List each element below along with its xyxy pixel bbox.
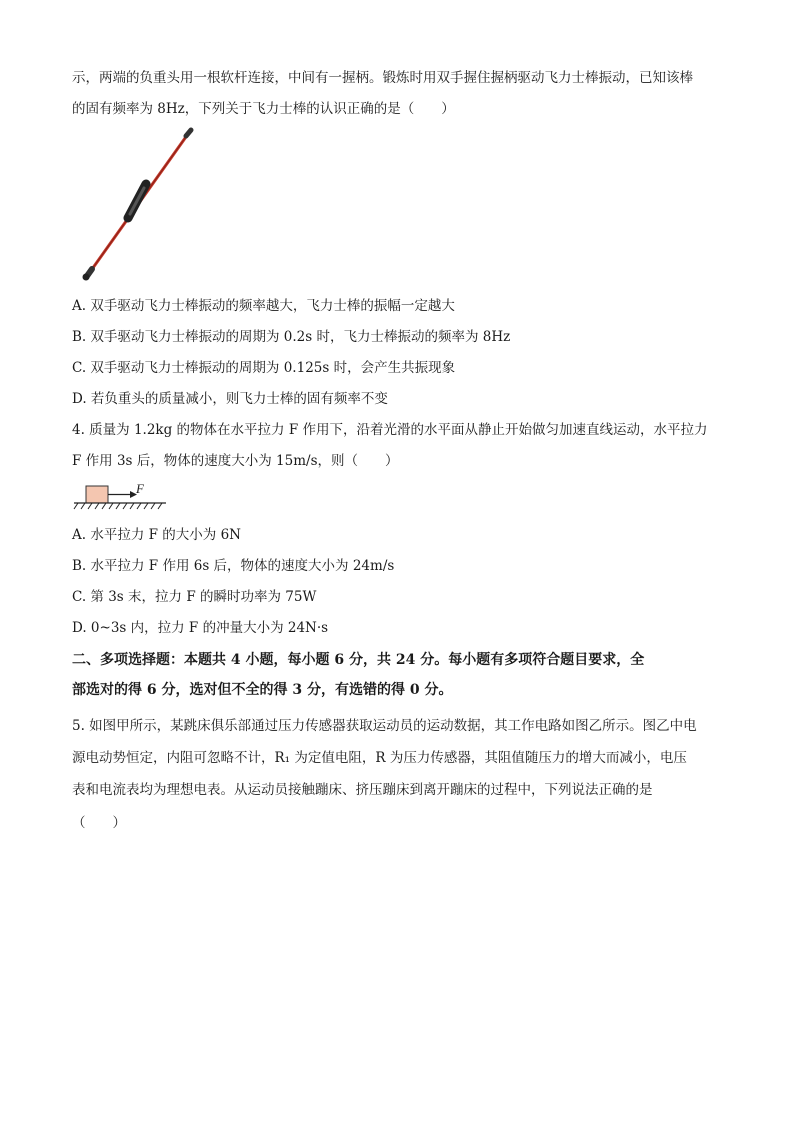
q4-text-line-2: F 作用 3s 后，物体的速度大小为 15m/s，则（ ） — [72, 453, 399, 469]
q3-text-line-1: 示，两端的负重头用一根软杆连接，中间有一握柄。锻炼时用双手握住握柄驱动飞力士棒振动，已知该棒 — [72, 70, 693, 86]
q4-option-c: C. 第 3s 末，拉力 F 的瞬时功率为 75W — [72, 589, 317, 605]
q3-option-a: A. 双手驱动飞力士棒振动的频率越大，飞力士棒的振幅一定越大 — [72, 298, 455, 314]
q5-text-line-3: 表和电流表均为理想电表。从运动员接触蹦床、挤压蹦床到离开蹦床的过程中，下列说法正确的是 — [72, 782, 653, 798]
flybar-figure — [78, 126, 198, 284]
q3-option-d: D. 若负重头的质量减小，则飞力士棒的固有频率不变 — [72, 391, 388, 407]
q3-option-c: C. 双手驱动飞力士棒振动的周期为 0.125s 时，会产生共振现象 — [72, 360, 456, 376]
section2-heading-line-1: 二、多项选择题：本题共 4 小题，每小题 6 分，共 24 分。每小题有多项符合题目要求，全 — [72, 652, 645, 668]
q5-text-line-1: 5. 如图甲所示，某跳床俱乐部通过压力传感器获取运动员的运动数据，其工作电路如图乙所示。图乙中电 — [72, 718, 697, 734]
q4-option-a: A. 水平拉力 F 的大小为 6N — [72, 527, 241, 543]
force-label: F — [136, 482, 144, 496]
q3-text-line-2: 的固有频率为 8Hz，下列关于飞力士棒的认识正确的是（ ） — [72, 101, 455, 117]
q4-option-b: B. 水平拉力 F 作用 6s 后，物体的速度大小为 24m/s — [72, 558, 395, 574]
section2-heading-line-2: 部选对的得 6 分，选对但不全的得 3 分，有选错的得 0 分。 — [72, 682, 453, 698]
block-force-figure — [72, 482, 172, 514]
q3-option-b: B. 双手驱动飞力士棒振动的周期为 0.2s 时，飞力士棒振动的频率为 8Hz — [72, 329, 511, 345]
q4-text-line-1: 4. 质量为 1.2kg 的物体在水平拉力 F 作用下，沿着光滑的水平面从静止开始做匀加速直线运动，水平拉力 — [72, 422, 708, 438]
q5-text-line-2: 源电动势恒定，内阻可忽略不计，R₁ 为定值电阻，R 为压力传感器，其阻值随压力的增大而减小，电压 — [72, 750, 687, 766]
q5-text-line-4: （ ） — [72, 815, 126, 831]
q4-option-d: D. 0~3s 内，拉力 F 的冲量大小为 24N·s — [72, 620, 329, 636]
